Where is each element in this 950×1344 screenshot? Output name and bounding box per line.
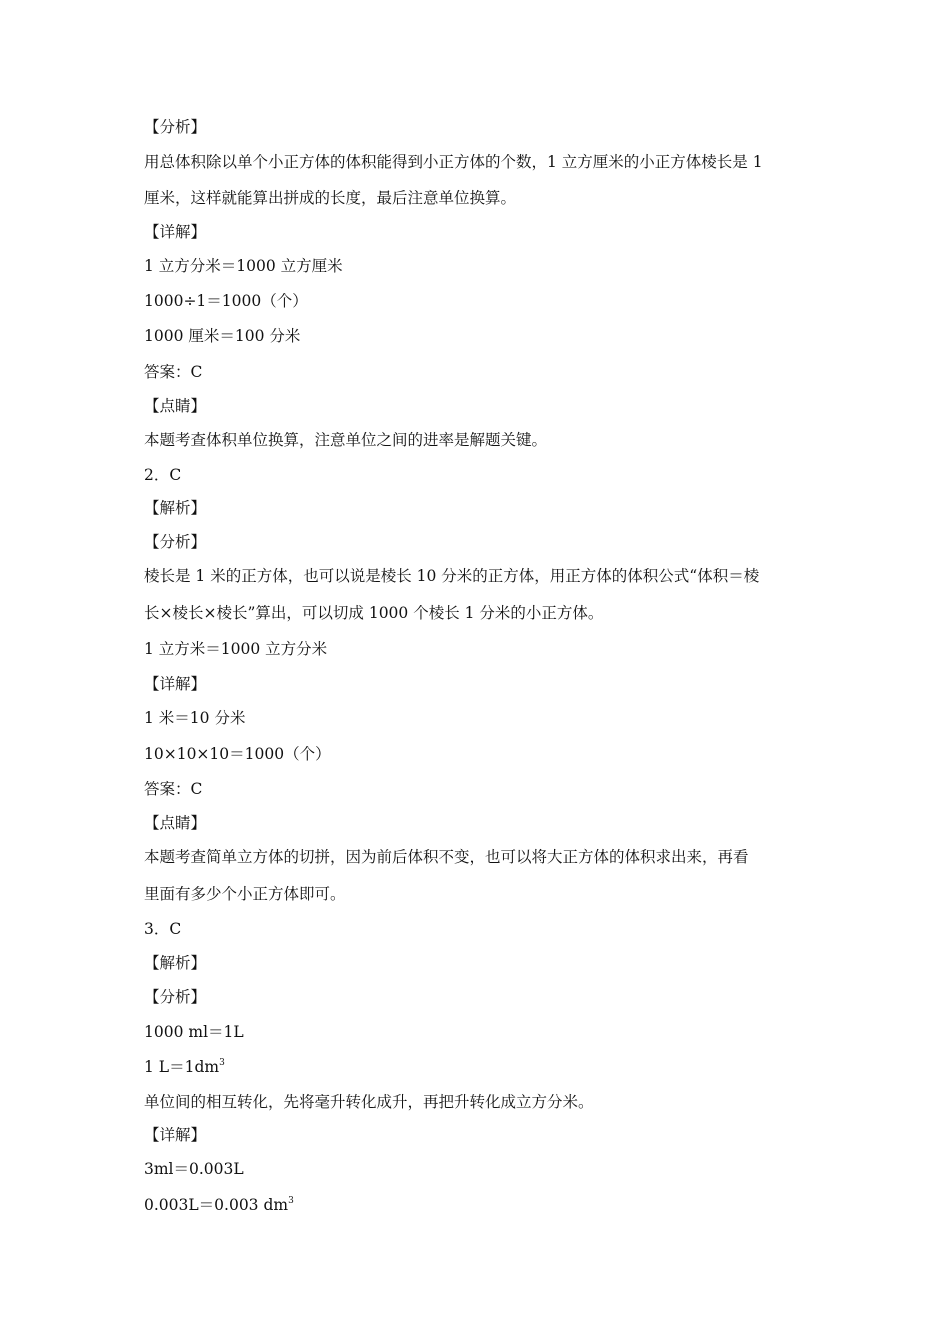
paragraph-line: 本题考查体积单位换算，注意单位之间的进率是解题关键。 <box>144 431 548 449</box>
section-heading-explanation: 【解析】 <box>144 499 207 517</box>
equation-line: 10×10×10＝1000（个） <box>144 745 331 763</box>
section-heading-analysis: 【分析】 <box>144 988 207 1006</box>
equation-line: 1 立方分米＝1000 立方厘米 <box>144 257 343 275</box>
question-number: 3．C <box>144 920 182 938</box>
superscript-exponent: 3 <box>288 1196 294 1206</box>
equation-line: 1 米＝10 分米 <box>144 709 246 727</box>
equation-line: 1 立方米＝1000 立方分米 <box>144 640 328 658</box>
equation-line: 1000 厘米＝100 分米 <box>144 327 301 345</box>
section-heading-detail: 【详解】 <box>144 675 207 693</box>
section-heading-tip: 【点睛】 <box>144 814 207 832</box>
superscript-exponent: 3 <box>219 1058 225 1068</box>
section-heading-explanation: 【解析】 <box>144 954 207 972</box>
section-heading-analysis: 【分析】 <box>144 118 207 136</box>
equation-line: 1000 ml＝1L <box>144 1023 244 1041</box>
equation-line <box>144 1057 814 1080</box>
paragraph-line: 长×棱长×棱长”算出，可以切成 1000 个棱长 1 分米的小正方体。 <box>144 604 604 622</box>
answer-line: 答案：C <box>144 363 203 381</box>
equation-text: 0.003L＝0.003 dm <box>144 1196 289 1214</box>
section-heading-detail: 【详解】 <box>144 1126 207 1144</box>
section-heading-tip: 【点睛】 <box>144 397 207 415</box>
paragraph-line: 单位间的相互转化，先将毫升转化成升，再把升转化成立方分米。 <box>144 1093 594 1111</box>
equation-line: 1000÷1＝1000（个） <box>144 292 308 310</box>
section-heading-detail: 【详解】 <box>144 223 207 241</box>
paragraph-line: 本题考查简单立方体的切拼，因为前后体积不变，也可以将大正方体的体积求出来，再看 <box>144 848 749 866</box>
equation-line: 3ml＝0.003L <box>144 1160 244 1178</box>
question-number: 2．C <box>144 466 182 484</box>
paragraph-line: 棱长是 1 米的正方体，也可以说是棱长 10 分米的正方体，用正方体的体积公式“体积＝棱 <box>144 567 760 585</box>
equation-text: 1 L＝1dm <box>144 1058 220 1076</box>
paragraph-line: 里面有多少个小正方体即可。 <box>144 885 346 903</box>
equation-line <box>144 1195 814 1218</box>
section-heading-analysis: 【分析】 <box>144 533 207 551</box>
answer-line: 答案：C <box>144 780 203 798</box>
paragraph-line: 厘米，这样就能算出拼成的长度，最后注意单位换算。 <box>144 189 517 207</box>
paragraph-line: 用总体积除以单个小正方体的体积能得到小正方体的个数，1 立方厘米的小正方体棱长是 1 <box>144 153 763 171</box>
